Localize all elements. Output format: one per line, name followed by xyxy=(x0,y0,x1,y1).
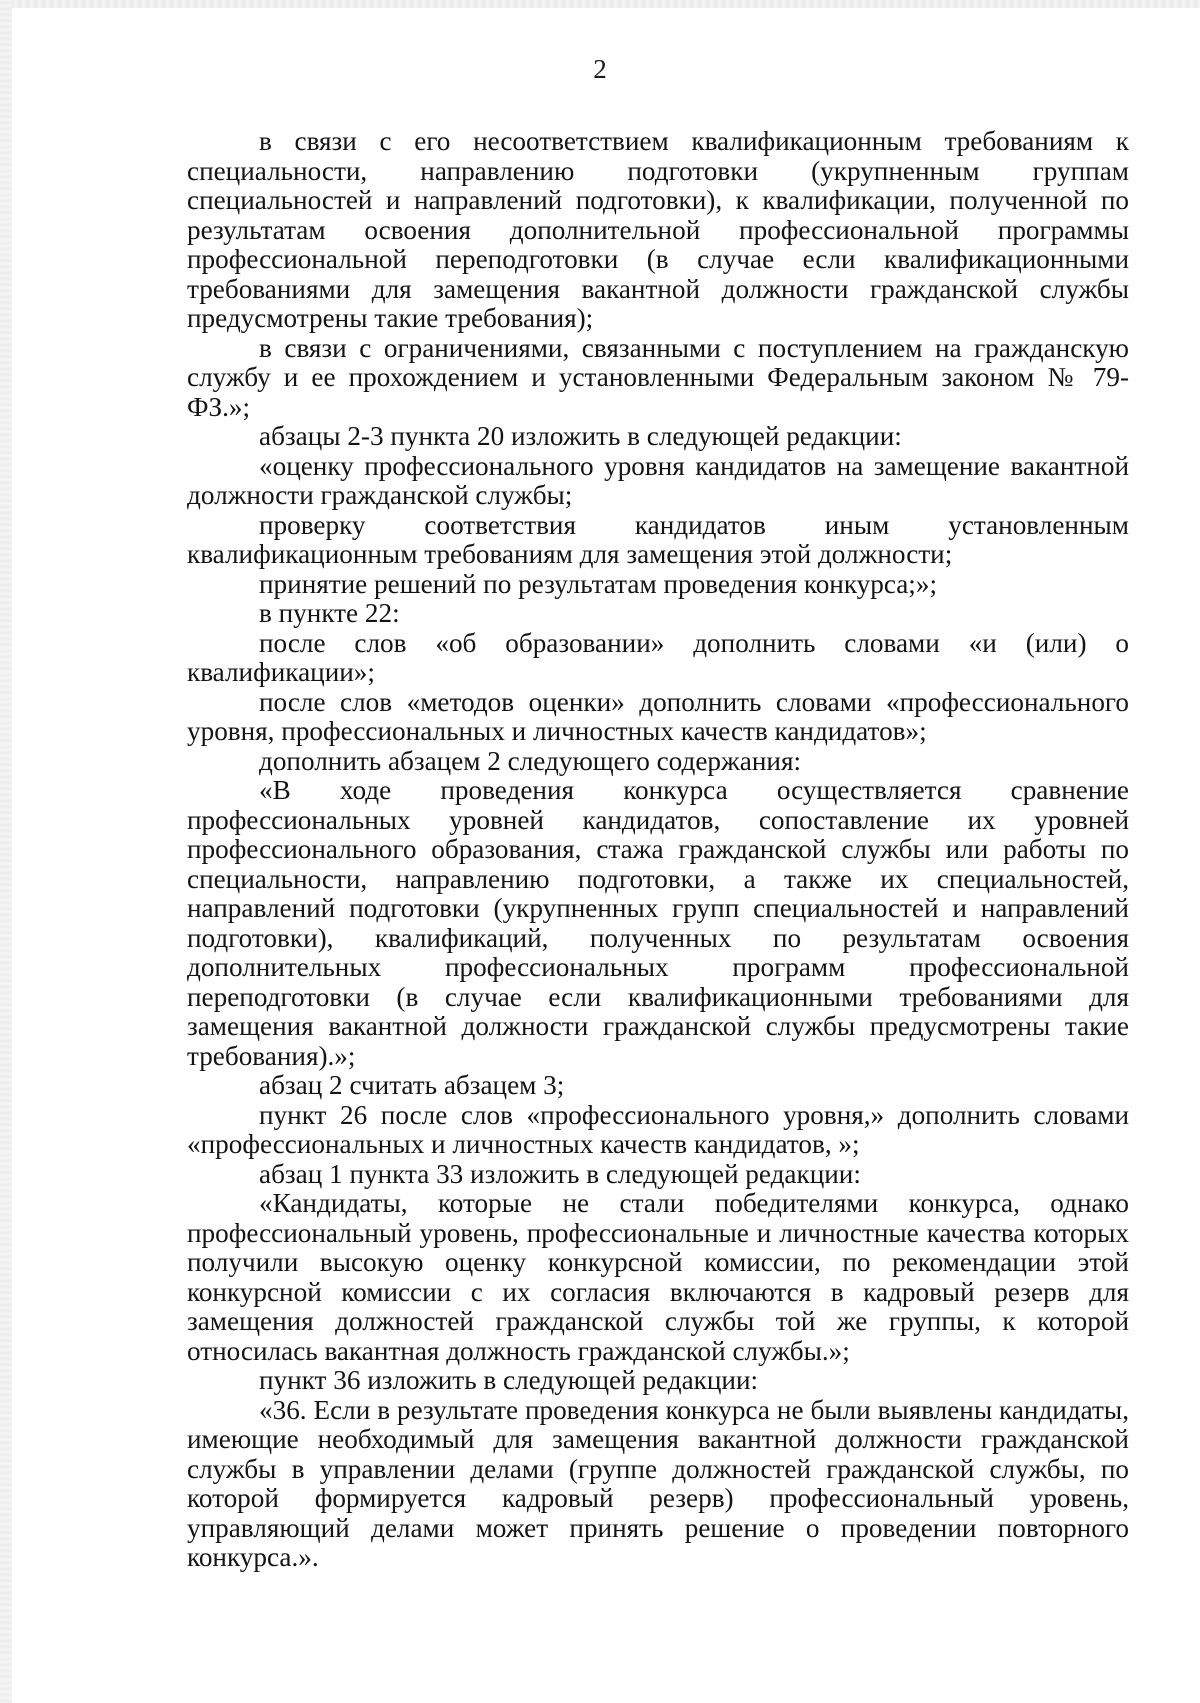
paragraph-decisions: принятие решений по результатам проведения конкурса;»; xyxy=(259,568,938,599)
paragraph-item-26: пункт 26 после слов «профессионального уровня,» дополнить словами «профессиональных и личностных качеств кандидатов, »; xyxy=(187,1099,1129,1159)
paragraph-verification: проверку соответствия кандидатов иным установленным квалификационным требованиям для замещения этой должности; xyxy=(187,509,1129,569)
paragraph-competition-comparison: «В ходе проведения конкурса осуществляется сравнение профессиональных уровней кандидатов, сопоставление их уровней профессионального образования, стажа гражданской службы или работы по специальности, направлению подготовки, а также их специальностей, направлений подготовки (укрупненных групп специальностей и направлений подготовки), квалификаций, полученных по результатам освоения дополнительных профессиональных программ профессиональной переподготовки (в случае если квалификационными требованиями для замещения вакантной должности гражданской службы предусмотрены такие требования).»; xyxy=(187,775,1129,1071)
paragraph-item-20-heading: абзацы 2-3 пункта 20 изложить в следующей редакции: xyxy=(259,421,902,451)
paragraph-education-addition: после слов «об образовании» дополнить словами «и (или) о квалификации»; xyxy=(187,627,1129,687)
paragraph-candidates-reserve: «Кандидаты, которые не стали победителями конкурса, однако профессиональный уровень, профессиональные и личностные качества которых получили высокую оценку конкурсной комиссии, по рекомендации этой конкурсной комиссии с их согласия включаются в кадровый резерв для замещения должностей гражданской службы той же группы, к которой относилась вакантная должность гражданской службы.»; xyxy=(187,1188,1129,1366)
paragraph-restrictions: в связи с ограничениями, связанными с поступлением на гражданскую службу и ее прохождением и установленными Федеральным законом № 79-ФЗ.»; xyxy=(187,332,1129,422)
paragraph-item-36-heading: пункт 36 изложить в следующей редакции: xyxy=(259,1365,759,1395)
paragraph-item-33-heading: абзац 1 пункта 33 изложить в следующей редакции: xyxy=(259,1158,861,1189)
paragraph-discrepancy-qualifications: в связи с его несоответствием квалификационным требованиям к специальности, направлению подготовки (укрупненным группам специальностей и направлений подготовки), к квалификации, полученной по результатам освоения дополнительной профессиональной программы профессиональной переподготовки (в случае если квалификационными требованиями для замещения вакантной должности гражданской службы предусмотрены такие требования); xyxy=(187,126,1129,333)
paragraph-item-22-heading: в пункте 22: xyxy=(259,598,400,628)
paragraph-renumber: абзац 2 считать абзацем 3; xyxy=(259,1070,565,1100)
page-number: 2 xyxy=(593,54,607,84)
scan-edge-top xyxy=(0,0,1200,8)
paragraph-methods-addition: после слов «методов оценки» дополнить словами «профессионального уровня, профессиональных и личностных качеств кандидатов»; xyxy=(187,686,1129,746)
document-body xyxy=(187,127,1129,1573)
paragraph-assessment: «оценку профессионального уровня кандидатов на замещение вакантной должности гражданской службы; xyxy=(187,450,1129,510)
scan-edge-left xyxy=(0,0,12,1703)
paragraph-repeat-competition: «36. Если в результате проведения конкурса не были выявлены кандидаты, имеющие необходимый для замещения вакантной должности гражданской службы в управлении делами (группе должностей гражданской службы, по которой формируется кадровый резерв) профессиональный уровень, управляющий делами может принять решение о проведении повторного конкурса.». xyxy=(187,1394,1129,1572)
paragraph-add-subparagraph-2: дополнить абзацем 2 следующего содержания: xyxy=(259,745,801,776)
